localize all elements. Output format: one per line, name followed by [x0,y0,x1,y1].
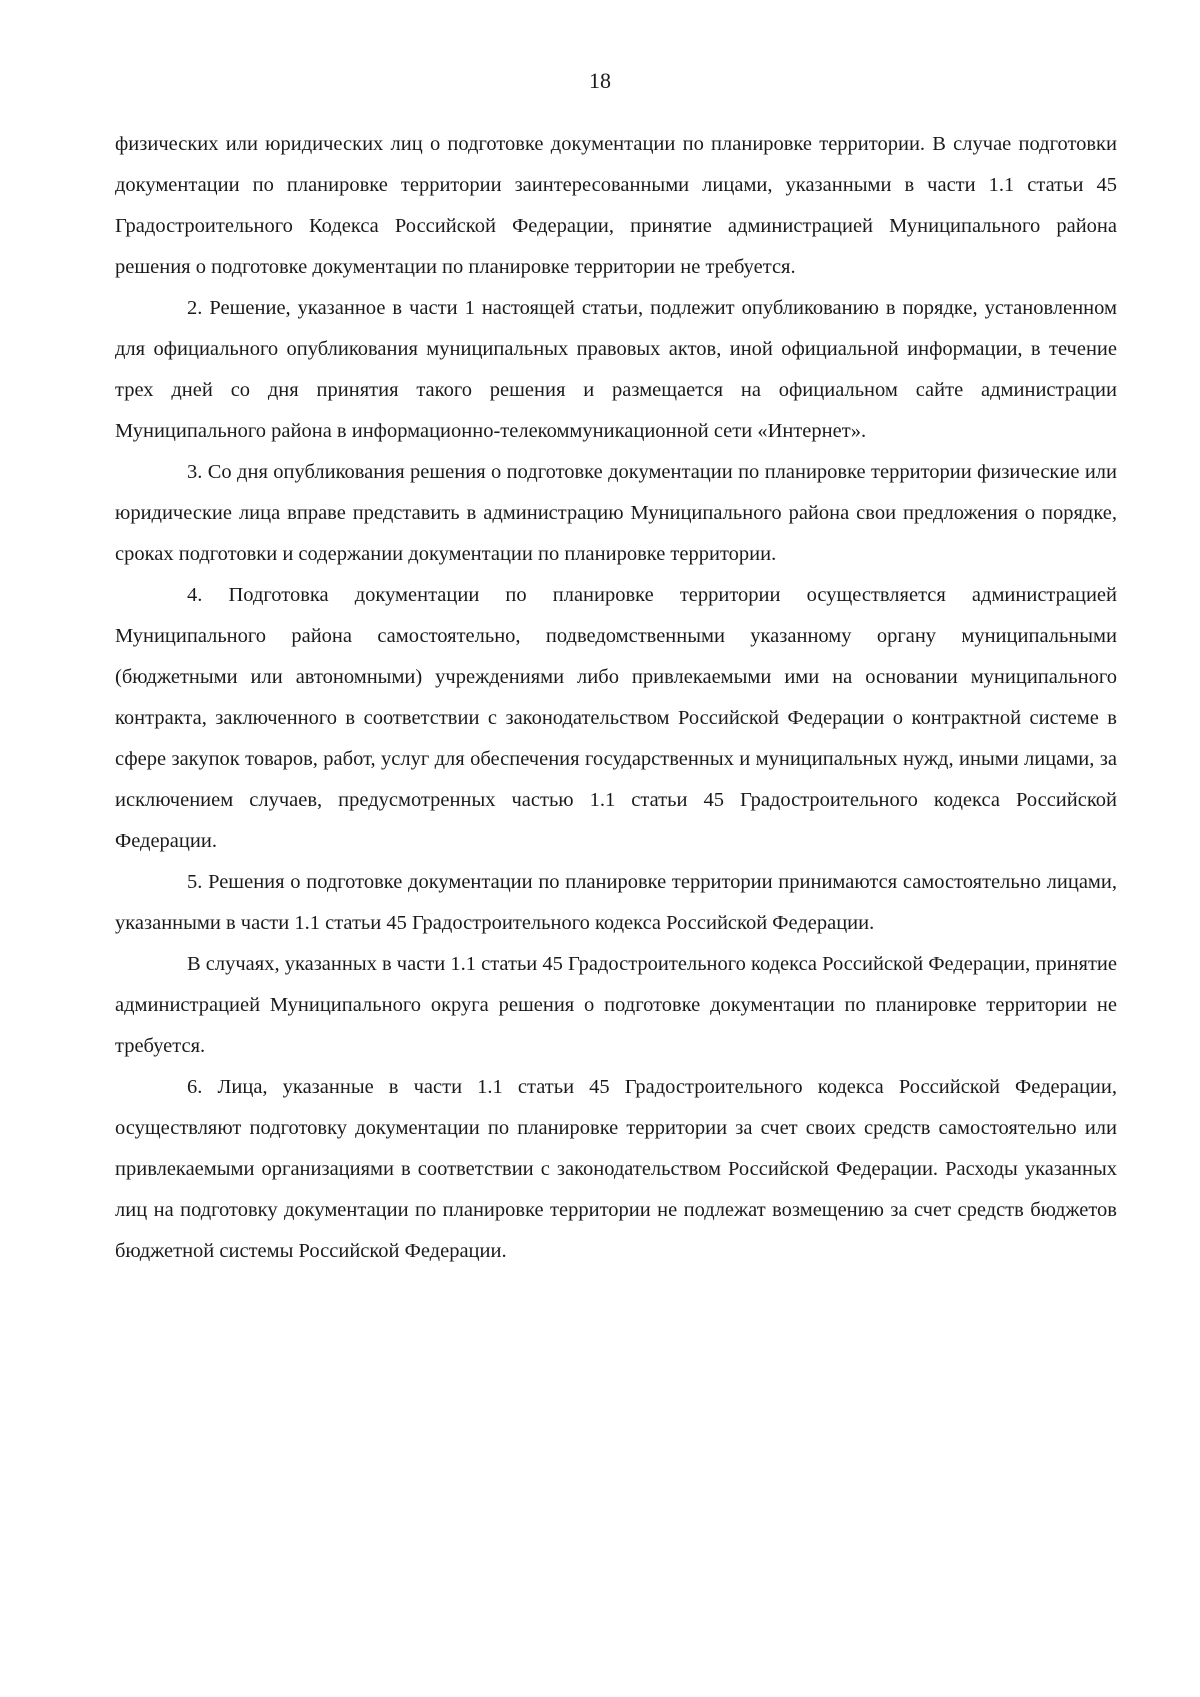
document-body [115,124,1117,1272]
paragraph-item-5-cases: В случаях, указанных в части 1.1 статьи 45 Градостроительного кодекса Российской Федерации, принятие администрацией Муниципального округа решения о подготовке документации по планировке территории не требуется. [115,953,1117,1057]
paragraph-item-4: 4. Подготовка документации по планировке территории осуществляется администрацией Муниципального района самостоятельно, подведомственными указанному органу муниципальными (бюджетными или автономными) учреждениями либо привлекаемыми ими на основании муниципального контракта, заключенного в соответствии с законодательством Российской Федерации о контрактной системе в сфере закупок товаров, работ, услуг для обеспечения государственных и муниципальных нужд, иными лицами, за исключением случаев, предусмотренных частью 1.1 статьи 45 Градостроительного кодекса Российской Федерации. [115,584,1117,852]
page-number: 18 [589,68,611,93]
paragraph-item-2: 2. Решение, указанное в части 1 настоящей статьи, подлежит опубликованию в порядке, установленном для официального опубликования муниципальных правовых актов, иной официальной информации, в течение трех дней со дня принятия такого решения и размещается на официальном сайте администрации Муниципального района в информационно-телекоммуникационной сети «Интернет». [115,297,1117,442]
paragraph-item-5: 5. Решения о подготовке документации по планировке территории принимаются самостоятельно лицами, указанными в части 1.1 статьи 45 Градостроительного кодекса Российской Федерации. [115,871,1117,934]
paragraph-continuation: физических или юридических лиц о подготовке документации по планировке территории. В случае подготовки документации по планировке территории заинтересованными лицами, указанными в части 1.1 статьи 45 Градостроительного Кодекса Российской Федерации, принятие администрацией Муниципального района решения о подготовке документации по планировке территории не требуется. [115,133,1117,278]
paragraph-item-6: 6. Лица, указанные в части 1.1 статьи 45 Градостроительного кодекса Российской Федерации, осуществляют подготовку документации по планировке территории за счет своих средств самостоятельно или привлекаемыми организациями в соответствии с законодательством Российской Федерации. Расходы указанных лиц на подготовку документации по планировке территории не подлежат возмещению за счет средств бюджетов бюджетной системы Российской Федерации. [115,1076,1117,1262]
paragraph-item-3: 3. Со дня опубликования решения о подготовке документации по планировке территории физические или юридические лица вправе представить в администрацию Муниципального района свои предложения о порядке, сроках подготовки и содержании документации по планировке территории. [115,461,1117,565]
